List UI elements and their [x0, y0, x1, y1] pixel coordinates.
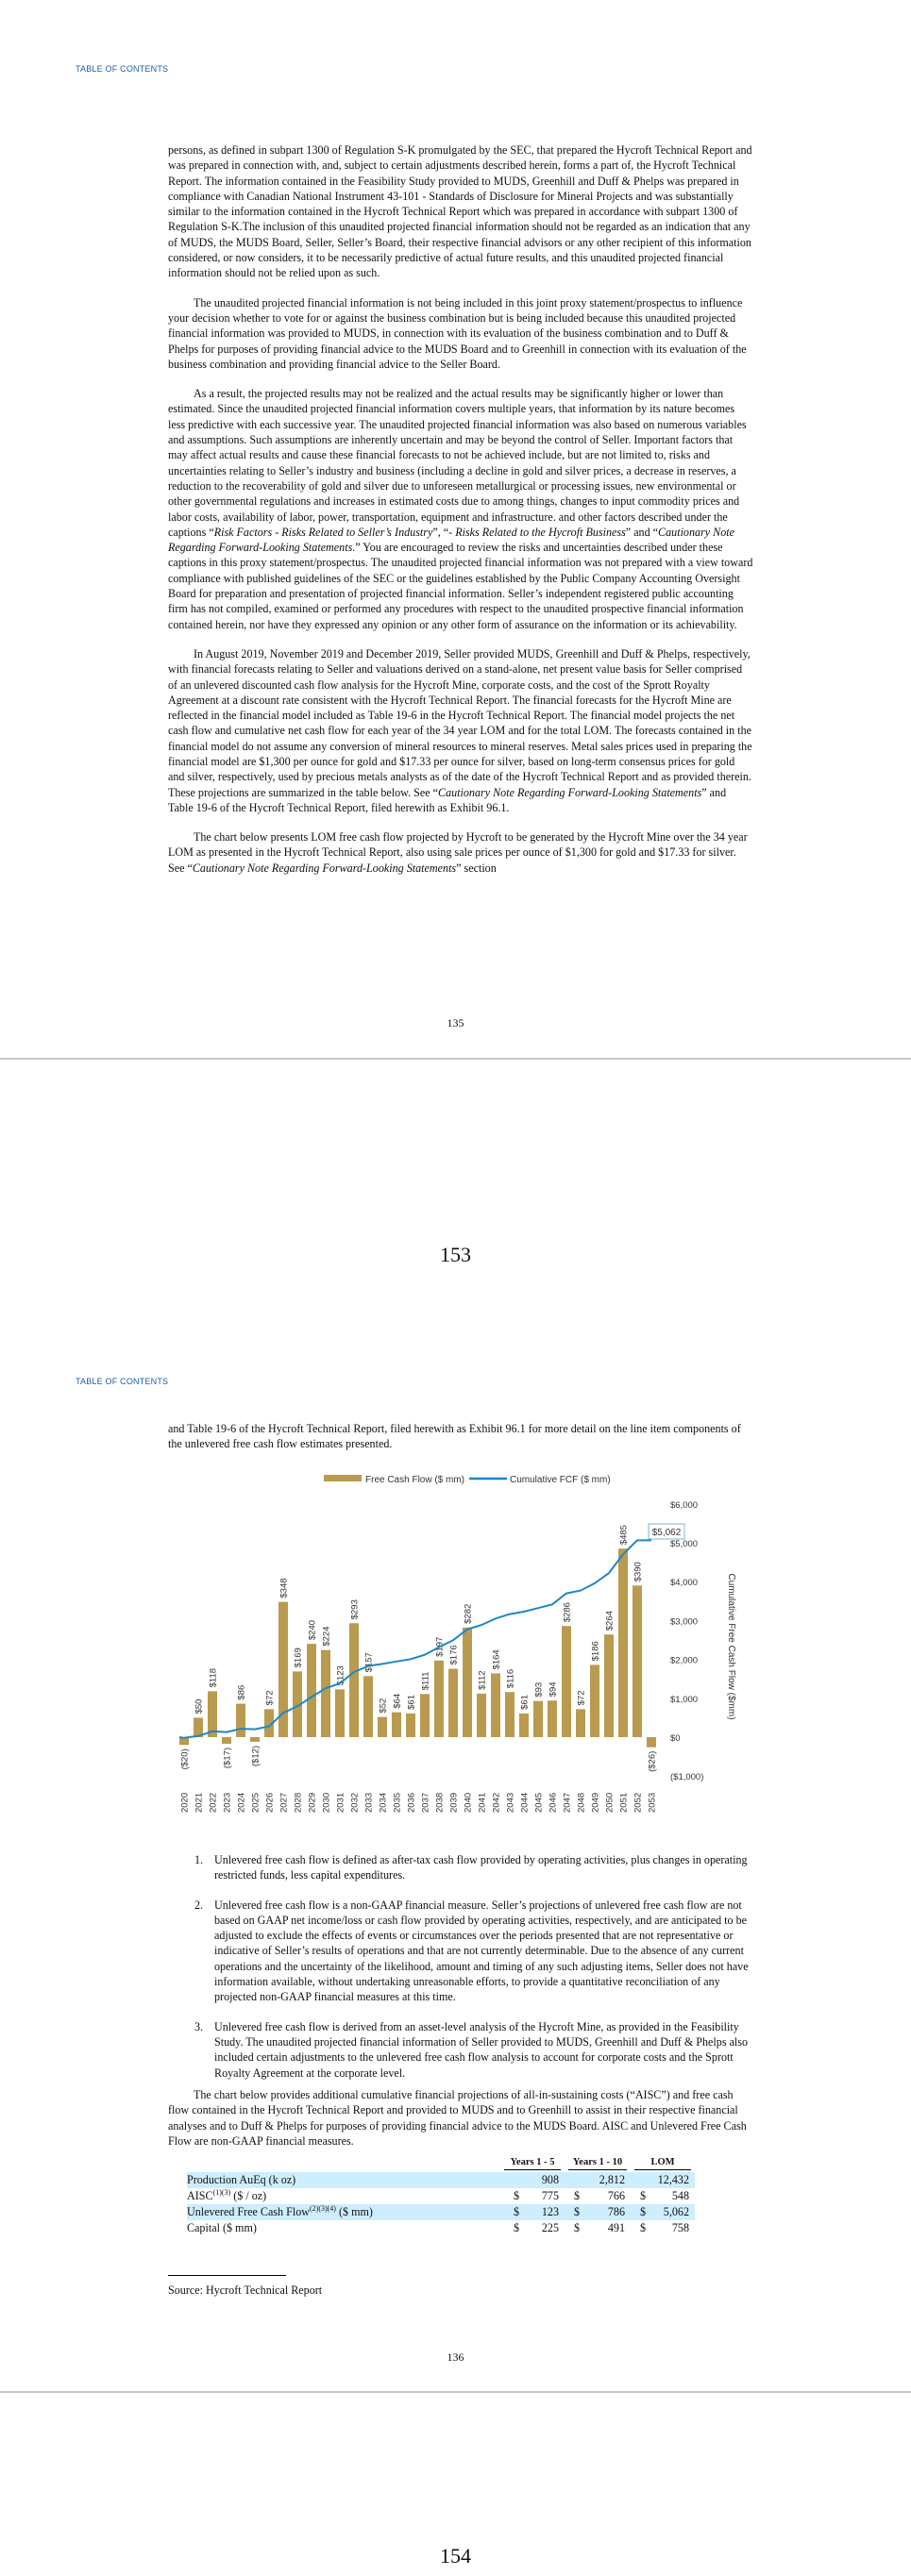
bar-value-label: $64 — [392, 1693, 403, 1709]
bar-value-label: $348 — [278, 1578, 290, 1598]
x-tick-label: 2049 — [590, 1792, 601, 1813]
fcf-bar — [604, 1634, 614, 1737]
bar-value-label: $169 — [293, 1648, 304, 1668]
fcf-bar — [378, 1717, 387, 1737]
fcf-bar — [519, 1714, 529, 1737]
x-tick-label: 2046 — [548, 1792, 559, 1813]
x-tick-label: 2050 — [604, 1792, 616, 1813]
fcf-bar — [533, 1701, 543, 1737]
bar-value-label: $282 — [463, 1603, 474, 1624]
page-135-body — [168, 142, 753, 890]
cell-value: 758 — [671, 2221, 689, 2234]
y-tick-label: $1,000 — [670, 1694, 699, 1705]
footnote — [168, 2019, 753, 2081]
footnote-text: Unlevered free cash flow is a non-GAAP financial measure. Seller’s projections of unlevered free cash flow are not based on GAAP net income/loss or cash flow provided by operating activities, respectively, and are anticipated to be adjusted to exclude the effects of events or circumstances over the periods presented that are not representative or indicative of Seller’s results of operations and that are not currently determinable. Due to the absence of any current operations and the uncertainty of the likelihood, amount and timing of any such adjusting items, Seller does not have information available, without undertaking unreasonable efforts, to provide a quantitative reconciliation of any projected non-GAAP financial measures at this time. — [214, 1898, 749, 2004]
paragraph: persons, as defined in subpart 1300 of Regulation S-K promulgated by the SEC, that prepared the Hycroft Technical Report and was prepared in connection with, and, subject to certain adjustments described herein, forms a part of, the Hycroft Technical Report. The information contained in the Feasibility Study provided to MUDS, Greenhill and Duff & Phelps was prepared in compliance with Canadian National Instrument 43-101 - Standards of Disclosure for Mineral Projects and was substantially similar to the information contained in the Hycroft Technical Report which was prepared in accordance with subpart 1300 of Regulation S-K.The inclusion of this unaudited projected financial information should not be regarded as an indication that any of MUDS, the MUDS Board, Seller, Seller’s Board, their respective financial advisors or any other recipient of this information considered, or now considers, it to be necessarily predictive of actual future results, and this unaudited projected financial information should not be relied upon as such. — [168, 143, 752, 280]
cell-value: 766 — [607, 2189, 625, 2202]
x-tick-label: 2035 — [392, 1792, 403, 1813]
x-tick-label: 2028 — [293, 1792, 304, 1813]
table-row — [187, 2204, 695, 2220]
table-of-contents-link[interactable]: TABLE OF CONTENTS — [76, 1377, 169, 1386]
bar-value-label: $116 — [505, 1668, 516, 1689]
cell-value: 548 — [671, 2189, 689, 2202]
bar-value-label: $52 — [378, 1698, 389, 1714]
fcf-bar — [477, 1694, 486, 1737]
source-divider — [168, 2275, 286, 2276]
x-tick-label: 2051 — [618, 1792, 630, 1813]
row-label: Production AuEq (k oz) — [187, 2172, 500, 2188]
x-tick-label: 2038 — [434, 1792, 446, 1813]
bar-value-label: ($12) — [250, 1745, 261, 1767]
x-tick-label: 2021 — [194, 1792, 205, 1813]
bar-value-label: $118 — [208, 1667, 219, 1688]
column-header: Years 1 - 5 — [500, 2157, 565, 2172]
bar-value-label: $72 — [264, 1690, 276, 1706]
currency-symbol: $ — [631, 2204, 653, 2220]
currency-symbol: $ — [574, 2221, 581, 2234]
source-note: Source: Hycroft Technical Report — [168, 2283, 323, 2297]
text: The chart below presents LOM free cash flow projected by Hycroft to be generated by the Hycroft Mine over the 34 year LOM as presented in the Hycroft Technical Report, also using sale prices per ounce of $1,300 for gold and $17.33 for silver. See “ — [168, 830, 748, 875]
x-tick-label: 2041 — [477, 1792, 488, 1813]
y-tick-label: $2,000 — [670, 1655, 699, 1666]
chart-intro-text — [168, 1421, 753, 1466]
end-value-label: $5,062 — [651, 1528, 682, 1538]
table-row — [187, 2172, 695, 2188]
page-divider — [0, 1058, 911, 1060]
x-tick-label: 2039 — [448, 1792, 460, 1813]
cell-value: 2,812 — [587, 2172, 631, 2188]
x-tick-label: 2044 — [519, 1792, 531, 1813]
x-tick-label: 2045 — [533, 1792, 545, 1813]
bar-value-label: $176 — [448, 1645, 460, 1665]
fcf-bar — [448, 1668, 458, 1737]
currency-symbol — [565, 2172, 587, 2188]
fcf-bar — [406, 1714, 415, 1737]
footnote-text: Unlevered free cash flow is defined as after-tax cash flow provided by operating activities, plus changes in operating restricted funds, less capital expenditures. — [214, 1853, 748, 1882]
x-tick-label: 2052 — [633, 1792, 644, 1813]
text: ” section — [456, 861, 497, 875]
fcf-bar — [548, 1700, 557, 1737]
column-header: Years 1 - 10 — [565, 2157, 631, 2172]
x-tick-label: 2033 — [363, 1792, 375, 1813]
bar-value-label: $224 — [321, 1626, 332, 1647]
currency-symbol: $ — [640, 2189, 647, 2202]
x-tick-label: 2027 — [278, 1792, 290, 1813]
footnote — [168, 1852, 753, 1883]
x-tick-label: 2020 — [179, 1792, 191, 1813]
x-tick-label: 2024 — [236, 1792, 247, 1813]
y-tick-label: $5,000 — [670, 1539, 699, 1549]
caption-link: Cautionary Note Regarding Forward-Looking Statements — [438, 785, 702, 799]
currency-symbol: $ — [514, 2189, 520, 2202]
table-row — [187, 2188, 695, 2204]
fcf-bar — [392, 1713, 401, 1737]
y-tick-label: $6,000 — [670, 1499, 699, 1511]
x-tick-label: 2023 — [222, 1792, 233, 1813]
currency-symbol: $ — [500, 2204, 527, 2220]
currency-symbol: $ — [574, 2189, 581, 2202]
chart-legend — [324, 1475, 611, 1485]
bar-value-label: $93 — [533, 1681, 545, 1698]
fcf-bar — [434, 1661, 444, 1737]
bar-value-label: ($20) — [179, 1748, 191, 1770]
cell-value: 123 — [527, 2204, 565, 2220]
paragraph: and Table 19-6 of the Hycroft Technical Report, filed herewith as Exhibit 96.1 for more detail on the line item components of the unlevered free cash flow estimates presented. — [168, 1422, 741, 1451]
bar-value-label: $123 — [335, 1665, 346, 1686]
paragraph-chart-intro — [168, 829, 753, 876]
text: ” and Table 19-6 of the Hycroft Technical Report, filed herewith as Exhibit 96.1. — [168, 785, 727, 814]
fcf-bar — [222, 1737, 231, 1744]
fcf-bar — [491, 1673, 500, 1737]
x-tick-label: 2053 — [647, 1792, 658, 1813]
page-number: 135 — [447, 1016, 464, 1029]
fcf-bar — [363, 1676, 373, 1737]
cell-value: 491 — [607, 2221, 625, 2234]
y-tick-label: $4,000 — [670, 1578, 699, 1589]
row-label: Unlevered Free Cash Flow$^{(2)(3)(4)}$ ($ mm) — [187, 2204, 500, 2220]
cell-value: 775 — [541, 2189, 559, 2202]
x-tick-label: 2037 — [420, 1792, 431, 1813]
bar-value-label: ($26) — [647, 1750, 658, 1772]
x-tick-label: 2030 — [321, 1792, 332, 1813]
currency-symbol — [500, 2172, 527, 2188]
page-number: 136 — [447, 2350, 464, 2364]
x-tick-label: 2042 — [491, 1792, 502, 1813]
footnote — [168, 1898, 753, 2005]
x-tick-label: 2048 — [576, 1792, 587, 1813]
text: In August 2019, November 2019 and December 2019, Seller provided MUDS, Greenhill and Duff & Phelps, respectively, with financial forecasts relating to Seller and valuations derived on a stand-alone, net present value basis for Seller comprised of an unlevered discounted cash flow analysis for the Hycroft Mine, corporate costs, and the cost of the Sprott Royalty Agreement at a discount rate consistent with the Hycroft Technical Report. The financial forecasts for the Hycroft Mine are reflected in the financial model included as Table 19-6 in the Hycroft Technical Report. The financial model projects the net cash flow and cumulative net cash flow for each year of the 34 year LOM and for the total LOM. The forecasts contained in the financial model do not assume any conversion of mineral resources to mineral reserves. Metal sales prices used in preparing the financial model are $1,300 per ounce for gold and $17.33 per ounce for silver, based on long-term consensus prices for gold and silver, respectively, used by precious metals analysts as of the date of the Hycroft Technical Report and as provided therein. These projections are summarized in the table below. See “ — [168, 646, 752, 799]
currency-symbol — [631, 2172, 653, 2188]
footnote-number: 1. — [194, 1853, 204, 1866]
cell-value: 12,432 — [653, 2172, 695, 2188]
bar-value-label: $112 — [477, 1670, 488, 1690]
bar-value-label: $286 — [562, 1602, 573, 1623]
y-tick-label: $0 — [670, 1733, 681, 1744]
aisc-text — [168, 2087, 753, 2163]
page-divider — [0, 2391, 911, 2393]
bar-value-label: $50 — [194, 1698, 205, 1715]
fcf-bar — [236, 1704, 245, 1737]
column-header: LOM — [631, 2157, 695, 2172]
bar-value-label: $61 — [519, 1695, 531, 1710]
fcf-bar — [562, 1626, 571, 1737]
fcf-bar — [321, 1650, 330, 1737]
bar-value-label: $186 — [590, 1641, 601, 1662]
currency-symbol: $ — [640, 2221, 647, 2234]
paragraph: The unaudited projected financial information is not being included in this joint proxy statement/prospectus to influence your decision whether to vote for or against the business combination but is being included because this unaudited projected financial information was provided to MUDS, in connection with its evaluation of the business combination and to Duff & Phelps for purposes of providing financial advice to the MUDS Board and to Greenhill in connection with its evaluation of the business combination and providing financial advice to the Seller Board. — [168, 295, 747, 371]
text: ” and “ — [625, 525, 659, 539]
text: As a result, the projected results may not be realized and the actual results may be significantly higher or lower than estimated. Since the unaudited projected financial information covers multiple years, that information by its nature becomes less predictive with each successive year. The unaudited projected financial information was also based on numerous variables and assumptions. Such assumptions are inherently uncertain and may be beyond the control of Seller. Important factors that may affect actual results and cause these financial forecasts to not be achieved include, but are not limited to, risks and uncertainties relating to Seller’s industry and business (including a decline in gold and silver prices, a decrease in reserves, a reduction to the recoverability of gold and silver due to unforeseen metallurgical or processing issues, new environmental or other governmental regulations and increases in estimated costs due to among things, changes to input commodity prices and labor costs, availability of labor, power, transportation, equipment and infrastructure. and other factors described under the captions “ — [168, 387, 747, 539]
x-tick-label: 2025 — [250, 1792, 261, 1813]
cumulative-end-label — [649, 1524, 684, 1539]
cell-value: 5,062 — [653, 2204, 695, 2220]
table-of-contents-link[interactable]: TABLE OF CONTENTS — [76, 64, 169, 74]
bar-value-label: ($17) — [222, 1748, 233, 1769]
y-tick-label: $3,000 — [670, 1616, 699, 1628]
bar-value-label: $111 — [420, 1671, 431, 1691]
fcf-bar — [647, 1737, 656, 1748]
x-tick-label: 2036 — [406, 1792, 417, 1813]
viewer-page-number: 153 — [440, 1243, 471, 1266]
right-axis-title: Cumulative Free Cash Flow ($mm) — [726, 1573, 736, 1720]
paragraph-risk-factors — [168, 386, 753, 632]
x-tick-label: 2032 — [349, 1792, 361, 1813]
legend-swatch-bars — [324, 1475, 362, 1481]
fcf-bar — [250, 1737, 260, 1742]
bar-value-label: $293 — [349, 1599, 361, 1620]
text: .” You are encouraged to review the risks and uncertainties described under these captions in this proxy statement/prospectus. The unaudited projected financial information was not prepared with a view toward compliance with published guidelines of the SEC or the guidelines established by the Public Company Accounting Oversight Board for preparation and presentation of projected financial information. Seller’s independent registered public accounting firm has not compiled, examined or performed any procedures with respect to the unaudited prospective financial information contained herein, nor have they expressed any opinion or any other form of assurance on the information or its achievability. — [168, 541, 753, 631]
cell-value: 225 — [541, 2221, 559, 2234]
x-tick-label: 2040 — [463, 1792, 474, 1813]
x-tick-label: 2022 — [208, 1792, 219, 1813]
footnotes — [168, 1852, 753, 2095]
paragraph-forecasts — [168, 646, 753, 815]
fcf-bar — [618, 1548, 628, 1737]
table-row — [187, 2220, 695, 2236]
fcf-bar — [590, 1664, 599, 1737]
bar-value-label: $72 — [576, 1690, 587, 1706]
caption-link: Risk Factors - Risks Related to Seller’s Industry — [213, 525, 433, 539]
fcf-bar — [335, 1689, 345, 1737]
row-label: Capital ($ mm) — [187, 2221, 257, 2234]
footnote-text: Unlevered free cash flow is derived from an asset-level analysis of the Hycroft Mine, as provided in the Feasibility Study. The unaudited projected financial information of Seller provided to MUDS, Greenhill and Duff & Phelps also included certain adjustments to the unlevered free cash flow analysis to account for corporate costs and the Sprott Royalty Agreement at the corporate level. — [214, 2019, 749, 2080]
bar-value-label: $485 — [618, 1525, 630, 1546]
bar-value-label: $157 — [363, 1652, 375, 1673]
y-tick-label: ($1,000) — [670, 1772, 704, 1783]
bar-value-label: $264 — [604, 1611, 616, 1631]
fcf-bar — [307, 1644, 316, 1737]
fcf-bar — [208, 1691, 217, 1737]
fcf-bar — [463, 1628, 472, 1737]
footnote-number: 2. — [194, 1898, 204, 1912]
bar-value-label: $86 — [236, 1684, 247, 1700]
cell-value: 908 — [527, 2172, 565, 2188]
fcf-bar — [420, 1694, 430, 1737]
currency-symbol: $ — [514, 2221, 520, 2234]
bar-value-label: $240 — [307, 1619, 318, 1641]
bar-value-label: $390 — [633, 1562, 644, 1582]
text: ”, “ — [432, 525, 449, 539]
bar-value-label: $197 — [434, 1636, 446, 1657]
caption-link: - Risks Related to the Hycroft Business — [448, 525, 626, 539]
row-label: $AISC^{(1)(3)}$ ($ / oz) — [187, 2188, 267, 2203]
caption-link: Cautionary Note Regarding Forward-Looking Statements — [168, 525, 735, 555]
table-header-row — [187, 2157, 695, 2172]
x-tick-label: 2034 — [378, 1792, 389, 1813]
legend-label: Cumulative FCF ($ mm) — [510, 1475, 611, 1485]
legend-label: Free Cash Flow ($ mm) — [365, 1475, 465, 1485]
currency-symbol: $ — [565, 2204, 587, 2220]
x-tick-label: 2047 — [562, 1792, 573, 1813]
viewer-page-number: 154 — [440, 2544, 471, 2568]
free-cash-flow-chart — [170, 1467, 755, 1821]
x-tick-label: 2029 — [307, 1792, 318, 1813]
bar-value-label: $94 — [548, 1681, 559, 1698]
x-tick-label: 2026 — [264, 1792, 276, 1813]
bar-value-label: $164 — [491, 1649, 502, 1670]
fcf-bar — [633, 1585, 642, 1737]
paragraph: The chart below provides additional cumulative financial projections of all-in-sustaining costs (“AISC”) and free cash flow contained in the Hycroft Technical Report and provided to MUDS and to Greenhill to assist in their respective financial analyses and to Duff & Phelps for purposes of providing financial advice to the MUDS Board. AISC and Unlevered Free Cash Flow are non-GAAP financial measures. — [168, 2088, 747, 2148]
footnote-number: 3. — [194, 2019, 204, 2033]
bar-value-label: $61 — [406, 1695, 417, 1710]
fcf-bar — [349, 1623, 359, 1737]
caption-link: Cautionary Note Regarding Forward-Looking Statements — [192, 861, 457, 875]
fcf-bar — [505, 1692, 515, 1737]
fcf-bar — [576, 1709, 585, 1737]
financial-projections-table — [187, 2157, 695, 2236]
cell-value: 786 — [587, 2204, 631, 2220]
x-tick-label: 2043 — [505, 1792, 516, 1813]
x-tick-label: 2031 — [335, 1792, 346, 1813]
